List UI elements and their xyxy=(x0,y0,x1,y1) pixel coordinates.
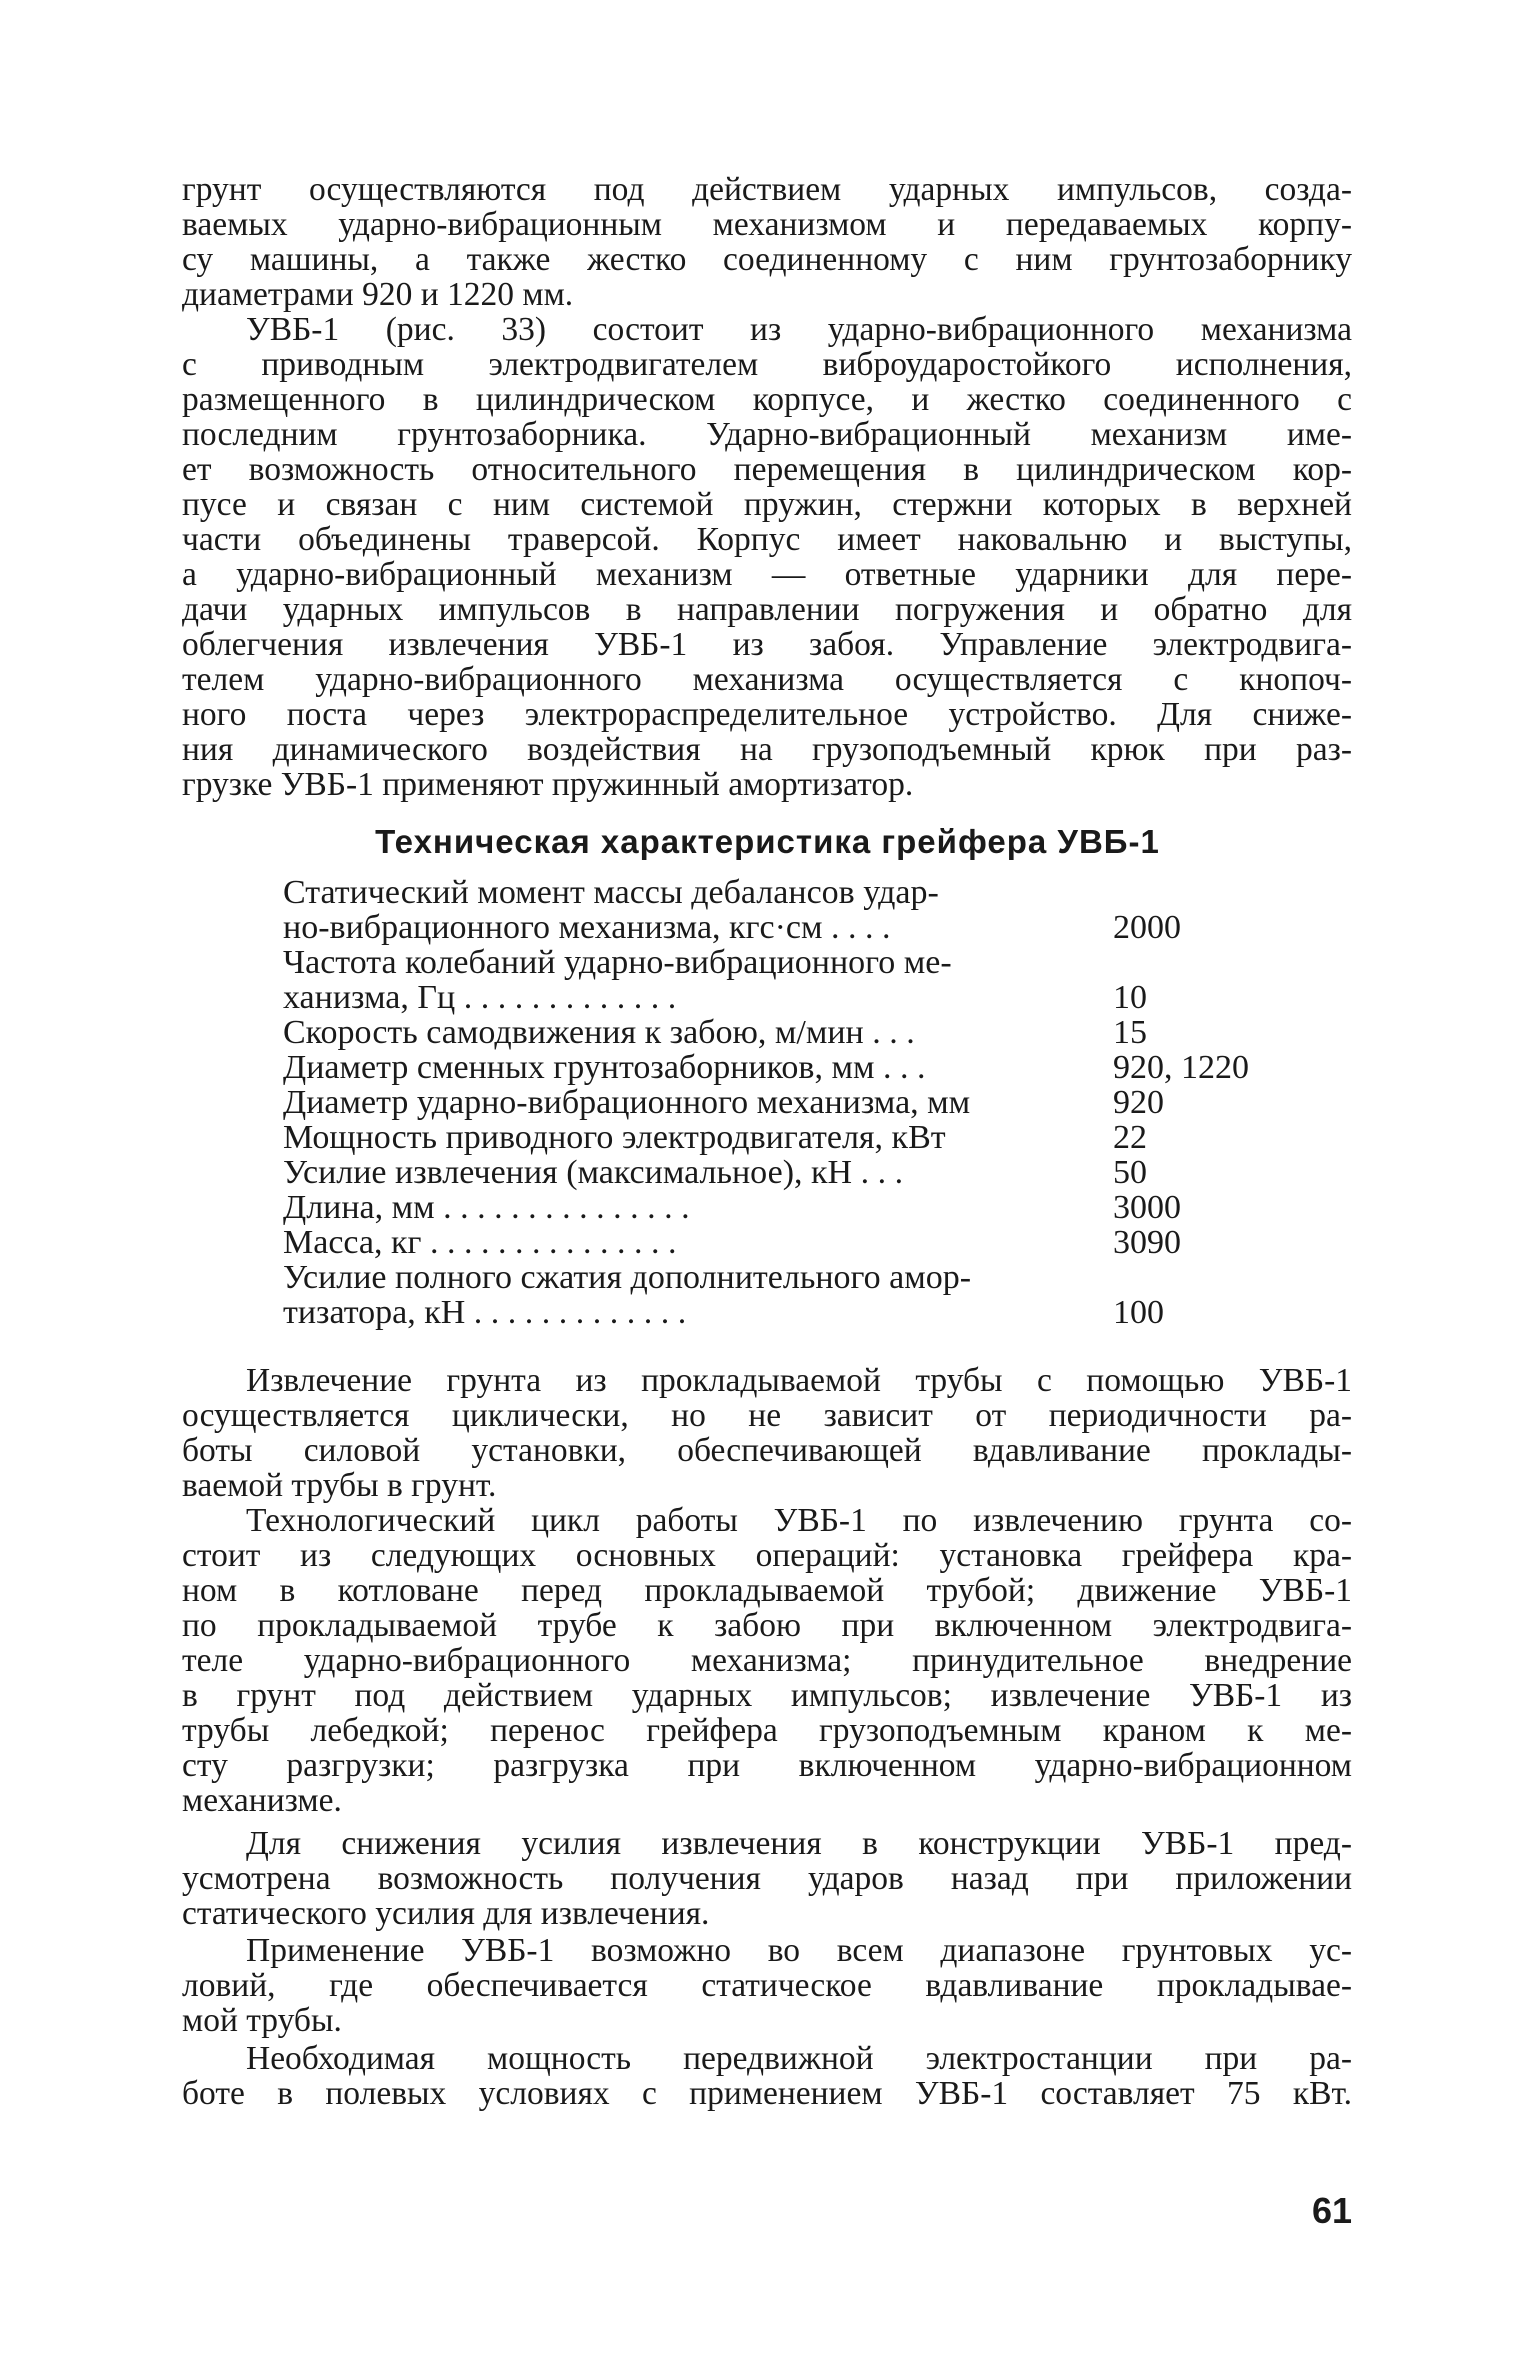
row-value: 15 xyxy=(1113,1014,1147,1051)
text-line: диаметрами 920 и 1220 мм. xyxy=(182,276,574,313)
text-line: ном в котловане перед прокладываемой трубой; движение УВБ-1 xyxy=(182,1572,1352,1609)
text-line: боте в полевых условиях с применением УВБ-1 составляет 75 кВт. xyxy=(182,2075,1352,2112)
paragraph-continuation xyxy=(182,172,1352,312)
table-row xyxy=(283,945,1263,1015)
text-line: ваемых ударно-вибрационным механизмом и передаваемых корпу- xyxy=(182,206,1352,243)
paragraph xyxy=(182,1826,1352,1931)
row-label: Длина, мм . . . . . . . . . . . . . . . xyxy=(283,1189,690,1226)
paragraph-reduce-force xyxy=(182,1826,1352,1931)
table-row xyxy=(283,1225,1263,1260)
text-line: грузке УВБ-1 применяют пружинный амортизатор. xyxy=(182,766,914,803)
row-value: 10 xyxy=(1113,979,1147,1016)
table-row xyxy=(283,1120,1263,1155)
text-line: усмотрена возможность получения ударов назад при приложении xyxy=(182,1860,1352,1897)
text-line: Необходимая мощность передвижной электростанции при ра- xyxy=(246,2040,1352,2077)
text-line: по прокладываемой трубе к забою при включенном электродвига- xyxy=(182,1607,1352,1644)
table-row xyxy=(283,1050,1263,1085)
table-row xyxy=(283,1260,1263,1330)
text-line: теле ударно-вибрационного механизма; принудительное внедрение xyxy=(182,1642,1352,1679)
text-line: облегчения извлечения УВБ-1 из забоя. Управление электродвига- xyxy=(182,626,1352,663)
text-line: статического усилия для извлечения. xyxy=(182,1895,710,1932)
row-value: 3090 xyxy=(1113,1224,1181,1261)
row-label: но-вибрационного механизма, кгс·см . . . . xyxy=(283,909,891,946)
text-line: грунт осуществляются под действием ударных импульсов, созда- xyxy=(182,171,1352,208)
text-line: Извлечение грунта из прокладываемой трубы с помощью УВБ-1 xyxy=(246,1362,1352,1399)
text-line: ваемой трубы в грунт. xyxy=(182,1467,497,1504)
text-line: с приводным электродвигателем виброударостойкого исполнения, xyxy=(182,346,1352,383)
row-label: Статический момент массы дебалансов удар- xyxy=(283,874,939,911)
paragraph xyxy=(182,2041,1352,2111)
row-label: тизатора, кН . . . . . . . . . . . . . xyxy=(283,1294,687,1331)
row-label: ханизма, Гц . . . . . . . . . . . . . xyxy=(283,979,677,1016)
row-label: Частота колебаний ударно-вибрационного ме- xyxy=(283,944,952,981)
paragraph xyxy=(182,172,1352,312)
text-line: в грунт под действием ударных импульсов; извлечение УВБ-1 из xyxy=(182,1677,1352,1714)
text-line: сту разгрузки; разгрузка при включенном ударно-вибрационном xyxy=(182,1747,1352,1784)
row-label: Скорость самодвижения к забою, м/мин . . . xyxy=(283,1014,915,1051)
text-line: механизме. xyxy=(182,1782,342,1819)
text-line: ловий, где обеспечивается статическое вдавливание прокладывае- xyxy=(182,1967,1352,2004)
table-row xyxy=(283,875,1263,945)
paragraph-extraction xyxy=(182,1363,1352,1503)
paragraph xyxy=(182,1503,1352,1818)
text-line: телем ударно-вибрационного механизма осуществляется с кнопоч- xyxy=(182,661,1352,698)
text-line: стоит из следующих основных операций: установка грейфера кра- xyxy=(182,1537,1352,1574)
paragraph-application xyxy=(182,1933,1352,2038)
text-line: размещенного в цилиндрическом корпусе, и жестко соединенного с xyxy=(182,381,1352,418)
text-line: мой трубы. xyxy=(182,2002,342,2039)
text-line: ет возможность относительного перемещения в цилиндрическом кор- xyxy=(182,451,1352,488)
row-value: 920 xyxy=(1113,1084,1164,1121)
paragraph-technological-cycle xyxy=(182,1503,1352,1818)
row-label: Мощность приводного электродвигателя, кВт xyxy=(283,1119,946,1156)
row-label: Усилие полного сжатия дополнительного амор- xyxy=(283,1259,972,1296)
text-line: последним грунтозаборника. Ударно-вибрационный механизм име- xyxy=(182,416,1352,453)
text-line: а ударно-вибрационный механизм — ответные ударники для пере- xyxy=(182,556,1352,593)
table-row xyxy=(283,1015,1263,1050)
row-value: 50 xyxy=(1113,1154,1147,1191)
text-line: ния динамического воздействия на грузоподъемный крюк при раз- xyxy=(182,731,1352,768)
row-label: Усилие извлечения (максимальное), кН . . . xyxy=(283,1154,904,1191)
paragraph xyxy=(182,1363,1352,1503)
paragraph xyxy=(182,312,1352,802)
table-row xyxy=(283,1085,1263,1120)
paragraph xyxy=(182,1933,1352,2038)
text-line: осуществляется циклически, но не зависит от периодичности ра- xyxy=(182,1397,1352,1434)
page-number: 61 xyxy=(1311,2190,1352,2231)
text-line: части объединены траверсой. Корпус имеет наковальню и выступы, xyxy=(182,521,1352,558)
text-line: трубы лебедкой; перенос грейфера грузоподъемным краном к ме- xyxy=(182,1712,1352,1749)
row-value: 100 xyxy=(1113,1294,1164,1331)
row-label: Диаметр сменных грунтозаборников, мм . . . xyxy=(283,1049,926,1086)
specification-table xyxy=(283,875,1263,1330)
row-value: 22 xyxy=(1113,1119,1147,1156)
text-line: Технологический цикл работы УВБ-1 по извлечению грунта со- xyxy=(246,1502,1352,1539)
text-line: ного поста через электрораспределительное устройство. Для сниже- xyxy=(182,696,1352,733)
text-line: боты силовой установки, обеспечивающей вдавливание проклады- xyxy=(182,1432,1352,1469)
text-line: дачи ударных импульсов в направлении погружения и обратно для xyxy=(182,591,1352,628)
table-row xyxy=(283,1155,1263,1190)
text-line: Для снижения усилия извлечения в конструкции УВБ-1 пред- xyxy=(246,1825,1352,1862)
row-label: Масса, кг . . . . . . . . . . . . . . . xyxy=(283,1224,677,1261)
paragraph-uvb-structure xyxy=(182,312,1352,802)
row-label: Диаметр ударно-вибрационного механизма, мм xyxy=(283,1084,971,1121)
table-row xyxy=(283,1190,1263,1225)
text-line: УВБ-1 (рис. 33) состоит из ударно-вибрационного механизма xyxy=(246,311,1352,348)
row-value: 2000 xyxy=(1113,909,1181,946)
row-value: 920, 1220 xyxy=(1113,1049,1249,1086)
text-line: су машины, а также жестко соединенному с ним грунтозаборнику xyxy=(182,241,1352,278)
paragraph-power xyxy=(182,2041,1352,2111)
row-value: 3000 xyxy=(1113,1189,1181,1226)
text-line: пусе и связан с ним системой пружин, стержни которых в верхней xyxy=(182,486,1352,523)
table-title: Техническая характеристика грейфера УВБ-1 xyxy=(375,823,1160,860)
text-line: Применение УВБ-1 возможно во всем диапазоне грунтовых ус- xyxy=(246,1932,1352,1969)
